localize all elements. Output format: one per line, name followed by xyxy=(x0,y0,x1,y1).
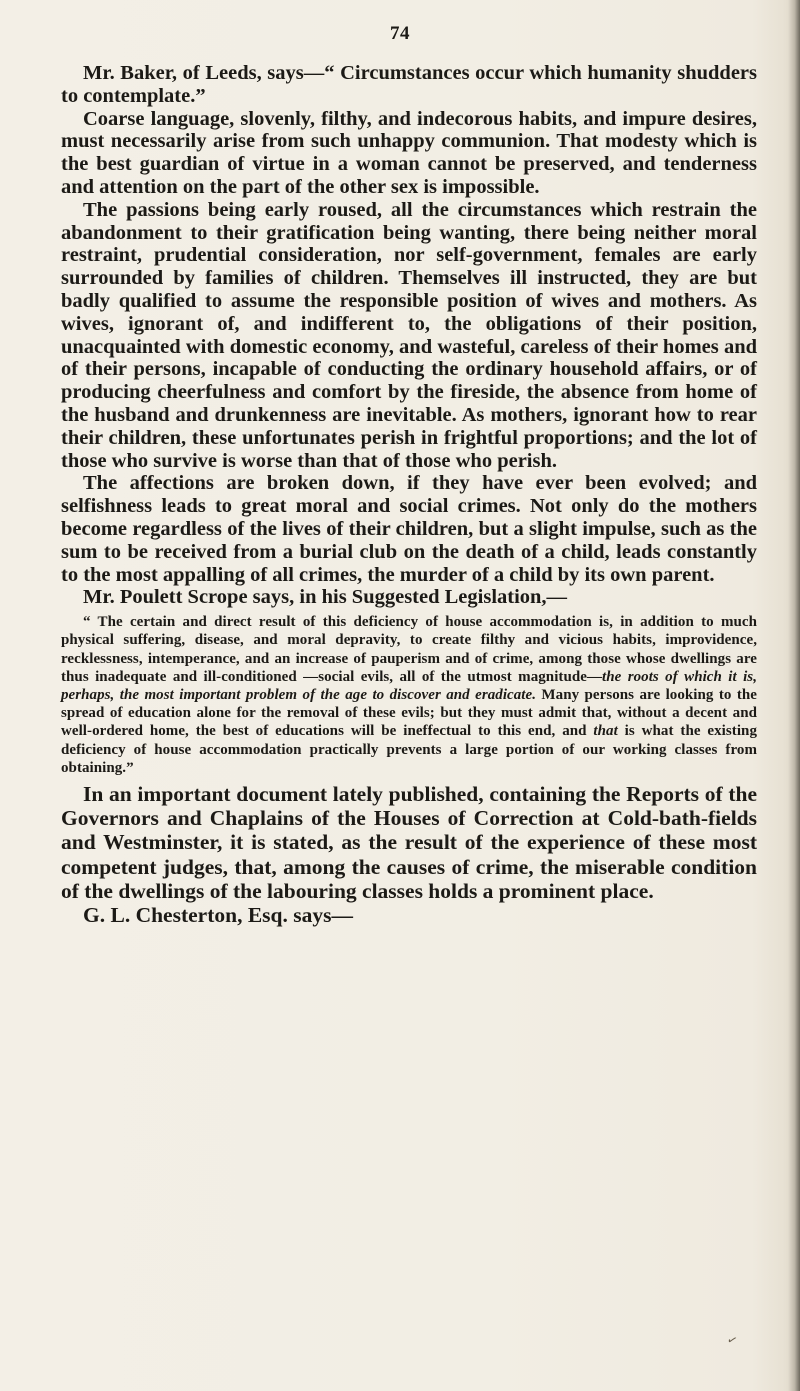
page-number: 74 xyxy=(390,23,410,44)
quote-text-3: is what the existing deficiency of house accommodation practically prevents a large portion of our working classes from obtaining.” xyxy=(61,723,757,776)
body-text xyxy=(61,62,757,927)
paragraph-passions: The passions being early roused, all the circumstances which restrain the abandonment to their gratification being wanting, there being neither moral restraint, prudential consideration, nor self-government, females are early surrounded by families of children. Themselves ill instructed, they are but badly qualified to assume the responsible position of wives and mothers. As wives, ignorant of, and indifferent to, the obligations of their position, unacquainted with domestic economy, and wasteful, careless of their homes and of their persons, incapable of conducting the ordinary household affairs, or of producing cheerfulness and comfort by the fireside, the absence from home of the husband and drunkenness are inevitable. As mothers, ignorant how to rear their children, these unfortunates perish in frightful proportions; and the lot of those who survive is worse than that of those who perish. xyxy=(61,198,757,472)
quote-text-2: Many persons are looking to the spread of education alone for the removal of these evils; but they must admit that, without a decent and well-ordered home, the best of educations will be ineffectual to this end, and xyxy=(61,686,757,740)
page-edge-shadow xyxy=(788,0,800,1391)
paragraph-baker: Mr. Baker, of Leeds, says—“ Circumstances occur which humanity shudders to contemplate.” xyxy=(61,62,757,107)
quote-text-1: “ The certain and direct result of this deficiency of house accommodation is, in addition to much physical suffering, disease, and moral depravity, to create filthy and vicious habits, improvidence, recklessness, intemperance, and an increase of pauperism and of crime, among those whose dwellings are thus inadequate and ill-conditioned —social evils, all of the utmost magnitude— xyxy=(61,614,757,685)
stray-mark: ✓ xyxy=(725,1331,740,1349)
scrope-quote xyxy=(61,613,757,777)
paragraph-coarse-language: Coarse language, slovenly, filthy, and indecorous habits, and impure desires, must necessarily arise from such unhappy communion. That modesty which is the best guardian of virtue in a woman cannot be preserved, and tenderness and attention on the part of the other sex is impossible. xyxy=(61,107,757,198)
paragraph-important-document: In an important document lately published, containing the Reports of the Governors and Chaplains of the Houses of Correction at Cold-bath-fields and Westminster, it is stated, as the result of the experience of these most competent judges, that, among the causes of crime, the miserable condition of the dwellings of the labouring classes holds a prominent place. xyxy=(61,781,757,903)
paragraph-affections: The affections are broken down, if they have ever been evolved; and selfishness leads to great moral and social crimes. Not only do the mothers become regardless of the lives of their children, but a slight impulse, such as the sum to be received from a burial club on the death of a child, leads constantly to the most appalling of all crimes, the murder of a child by its own parent. xyxy=(61,472,757,586)
quote-italic-1: the roots of which it is, perhaps, the most important problem of the age to discover and eradicate. xyxy=(61,668,757,703)
paragraph-chesterton: G. L. Chesterton, Esq. says— xyxy=(83,902,353,927)
quote-italic-2: that xyxy=(593,723,618,740)
paragraph-scrope: Mr. Poulett Scrope says, in his Suggested Legislation,— xyxy=(83,586,568,609)
